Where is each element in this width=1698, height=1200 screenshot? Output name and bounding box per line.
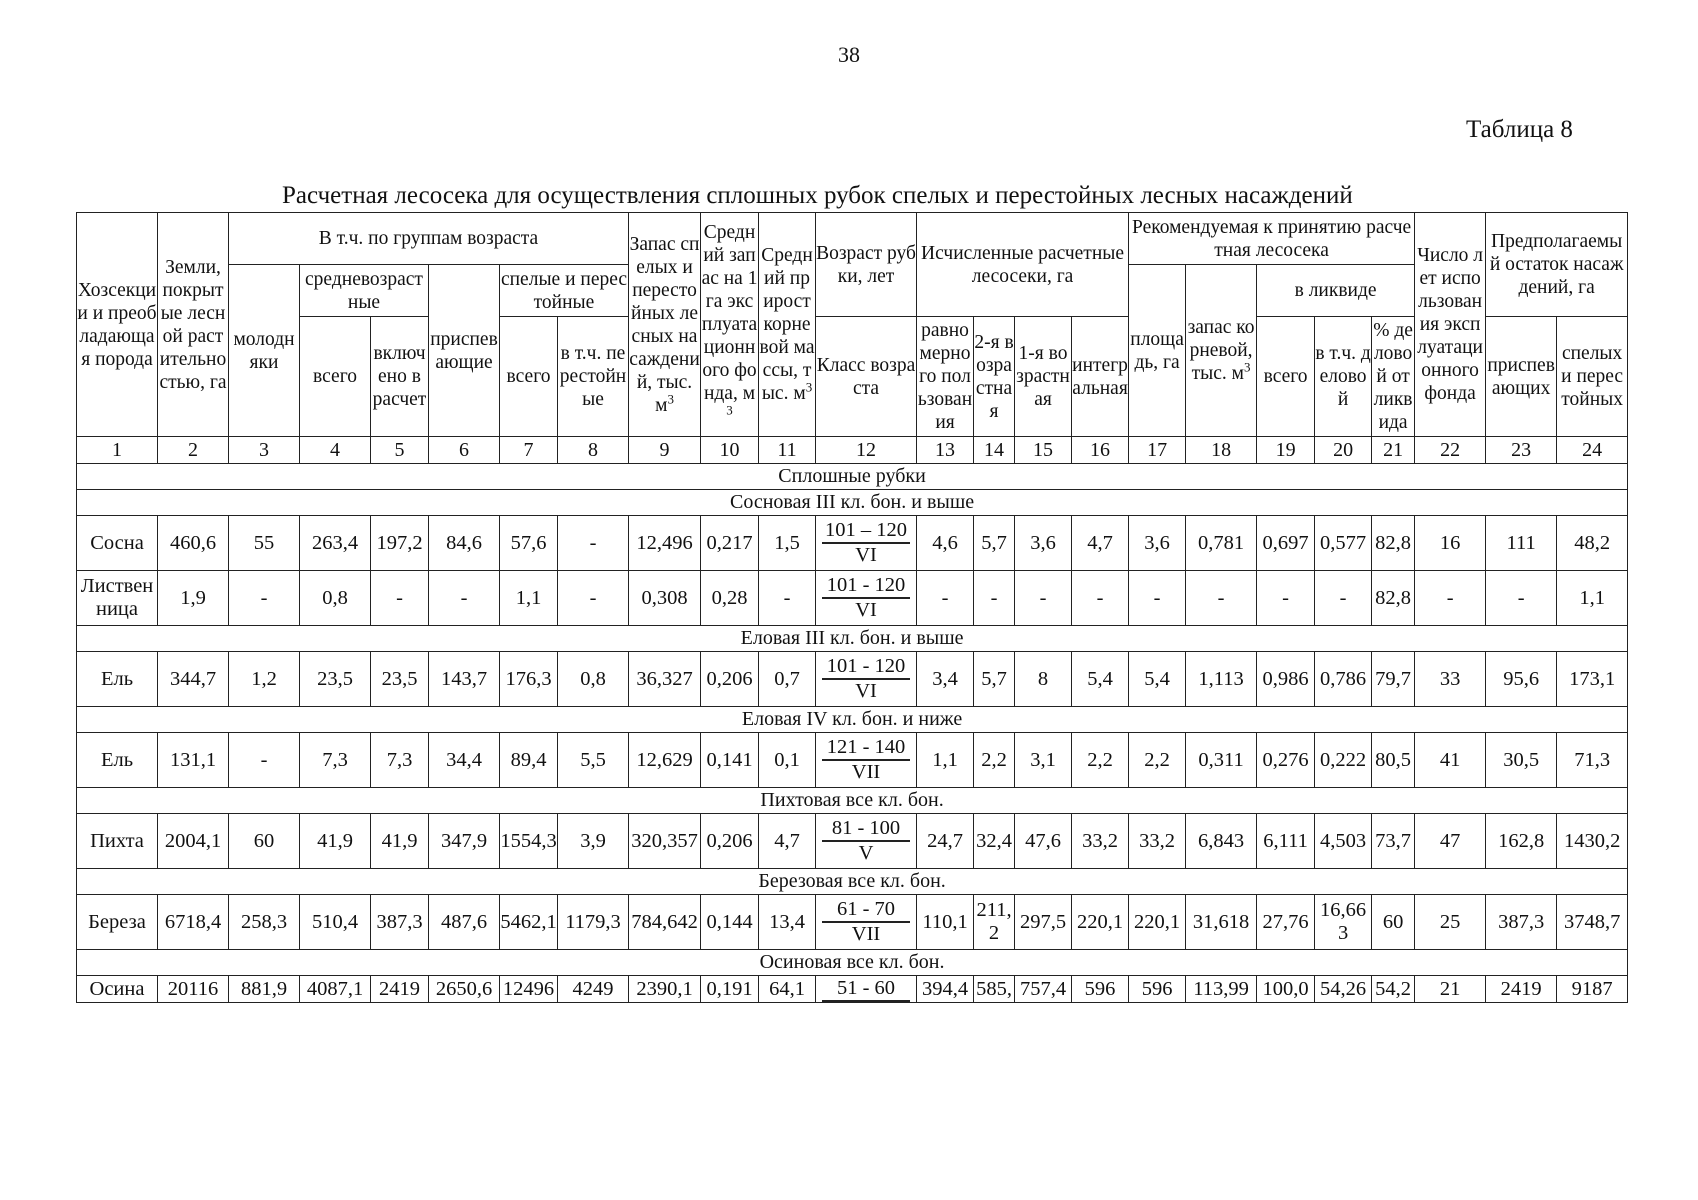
table-cell: - bbox=[371, 571, 429, 626]
table-cell: 0,8 bbox=[300, 571, 371, 626]
table-cell: 596 bbox=[1072, 976, 1129, 1003]
forest-cutting-table bbox=[76, 212, 1628, 1003]
table-cell: 3,6 bbox=[1015, 516, 1072, 571]
column-number: 5 bbox=[371, 437, 429, 464]
table-cell: Береза bbox=[77, 895, 158, 950]
table-cell: 143,7 bbox=[429, 652, 500, 707]
table-cell: 5,7 bbox=[974, 652, 1015, 707]
table-cell: 0,191 bbox=[701, 976, 759, 1003]
table-cell: 1,5 bbox=[759, 516, 816, 571]
table-cell: 0,781 bbox=[1186, 516, 1257, 571]
table-cell: 881,9 bbox=[229, 976, 300, 1003]
column-number: 10 bbox=[701, 437, 759, 464]
column-number: 19 bbox=[1257, 437, 1315, 464]
table-cell: 0,7 bbox=[759, 652, 816, 707]
table-cell: 1,113 bbox=[1186, 652, 1257, 707]
table-cell: 0,697 bbox=[1257, 516, 1315, 571]
table-cell: 57,6 bbox=[500, 516, 558, 571]
table-cell: Ель bbox=[77, 652, 158, 707]
header-remaining-stands: Предполагаемый остаток насаждений, га bbox=[1486, 213, 1628, 317]
table-cell: 460,6 bbox=[158, 516, 229, 571]
section-row bbox=[77, 869, 1628, 895]
table-cell: 4087,1 bbox=[300, 976, 371, 1003]
age-class: VII bbox=[851, 923, 881, 945]
table-cell: 100,0 bbox=[1257, 976, 1315, 1003]
table-cell: 12496 bbox=[500, 976, 558, 1003]
header-avg-growth: Средний прирост корневой массы, тыс. $м^3$ bbox=[759, 213, 816, 437]
header-calculated-cuts: Исчисленные расчетные лесосеки, га bbox=[917, 213, 1129, 317]
table-cell: 3,6 bbox=[1129, 516, 1186, 571]
table-row bbox=[77, 895, 1628, 950]
column-number: 12 bbox=[816, 437, 917, 464]
table-cell: 3748,7 bbox=[1557, 895, 1628, 950]
table-cell: 23,5 bbox=[371, 652, 429, 707]
table-cell: 113,99 bbox=[1186, 976, 1257, 1003]
table-cell: 41,9 bbox=[300, 814, 371, 869]
table-cell: 41 bbox=[1415, 733, 1486, 788]
table-cell: 197,2 bbox=[371, 516, 429, 571]
table-cell: 0,986 bbox=[1257, 652, 1315, 707]
table-cell: 0,786 bbox=[1315, 652, 1372, 707]
section-main-title: Сплошные рубки bbox=[77, 464, 1628, 490]
table-cell: 784,642 bbox=[629, 895, 701, 950]
table-cell: 2419 bbox=[1486, 976, 1557, 1003]
table-cell: 510,4 bbox=[300, 895, 371, 950]
table-cell: 82,8 bbox=[1372, 571, 1415, 626]
table-cell: Осина bbox=[77, 976, 158, 1003]
table-cell: 0,217 bbox=[701, 516, 759, 571]
table-cell: 487,6 bbox=[429, 895, 500, 950]
column-number: 21 bbox=[1372, 437, 1415, 464]
table-cell: 31,618 bbox=[1186, 895, 1257, 950]
table-cell: 211,2 bbox=[974, 895, 1015, 950]
table-cell: 1430,2 bbox=[1557, 814, 1628, 869]
table-cell: 0,311 bbox=[1186, 733, 1257, 788]
table-cell: 297,5 bbox=[1015, 895, 1072, 950]
header-cutting-age: Возраст рубки, лет bbox=[816, 213, 917, 317]
table-cell: 89,4 bbox=[500, 733, 558, 788]
table-cell: 25 bbox=[1415, 895, 1486, 950]
table-cell: 33,2 bbox=[1072, 814, 1129, 869]
table-cell: Сосна bbox=[77, 516, 158, 571]
header-rest-ripe: спелых и перестойных bbox=[1557, 317, 1628, 437]
column-number: 14 bbox=[974, 437, 1015, 464]
section-title: Еловая III кл. бон. и выше bbox=[77, 626, 1628, 652]
age-class: VI bbox=[855, 599, 877, 621]
table-cell: 55 bbox=[229, 516, 300, 571]
table-cell: Лиственница bbox=[77, 571, 158, 626]
table-cell: - bbox=[917, 571, 974, 626]
header-liquid: в ликвиде bbox=[1257, 265, 1415, 317]
table-cell: - bbox=[429, 571, 500, 626]
table-cell: 387,3 bbox=[1486, 895, 1557, 950]
table-cell: 9187 bbox=[1557, 976, 1628, 1003]
table-cell: 73,7 bbox=[1372, 814, 1415, 869]
cutting-age: 101 - 120 bbox=[822, 574, 910, 599]
column-number: 8 bbox=[558, 437, 629, 464]
header-ripe-stock: Запас спелых и перестойных лесных насаждений, тыс. $м^3$ bbox=[629, 213, 701, 437]
table-cell: 220,1 bbox=[1072, 895, 1129, 950]
cutting-age-cell bbox=[816, 652, 917, 707]
section-row bbox=[77, 490, 1628, 516]
table-cell: 387,3 bbox=[371, 895, 429, 950]
table-cell: - bbox=[974, 571, 1015, 626]
table-cell: 82,8 bbox=[1372, 516, 1415, 571]
table-cell: 1554,3 bbox=[500, 814, 558, 869]
table-cell: 5,4 bbox=[1129, 652, 1186, 707]
table-cell: 6,843 bbox=[1186, 814, 1257, 869]
table-cell: - bbox=[1257, 571, 1315, 626]
table-cell: 1179,3 bbox=[558, 895, 629, 950]
table-cell: 1,1 bbox=[1557, 571, 1628, 626]
header-business-percent: % деловой от ликвида bbox=[1372, 317, 1415, 437]
column-number: 6 bbox=[429, 437, 500, 464]
header-ripe-total: всего bbox=[500, 317, 558, 437]
column-number: 23 bbox=[1486, 437, 1557, 464]
table-cell: 6,111 bbox=[1257, 814, 1315, 869]
section-row bbox=[77, 464, 1628, 490]
table-cell: 47,6 bbox=[1015, 814, 1072, 869]
header-age-class: Класс возраста bbox=[816, 317, 917, 437]
table-cell: 2419 bbox=[371, 976, 429, 1003]
table-cell: - bbox=[1186, 571, 1257, 626]
section-title: Осиновая все кл. бон. bbox=[77, 950, 1628, 976]
table-cell: 5,5 bbox=[558, 733, 629, 788]
table-cell: 2,2 bbox=[1072, 733, 1129, 788]
column-number: 2 bbox=[158, 437, 229, 464]
table-cell: 54,26 bbox=[1315, 976, 1372, 1003]
table-cell: 24,7 bbox=[917, 814, 974, 869]
table-cell: 110,1 bbox=[917, 895, 974, 950]
table-cell: 2650,6 bbox=[429, 976, 500, 1003]
table-cell: 0,1 bbox=[759, 733, 816, 788]
cutting-age-cell bbox=[816, 516, 917, 571]
column-number: 17 bbox=[1129, 437, 1186, 464]
table-cell: 4,7 bbox=[1072, 516, 1129, 571]
table-body bbox=[77, 437, 1628, 1003]
table-cell: 0,206 bbox=[701, 814, 759, 869]
header-age-groups: В т.ч. по группам возраста bbox=[229, 213, 629, 265]
column-number: 20 bbox=[1315, 437, 1372, 464]
column-number: 7 bbox=[500, 437, 558, 464]
cutting-age: 51 - 60 bbox=[822, 977, 910, 1002]
table-cell: 32,4 bbox=[974, 814, 1015, 869]
table-cell: 347,9 bbox=[429, 814, 500, 869]
table-cell: 34,4 bbox=[429, 733, 500, 788]
cutting-age: 81 - 100 bbox=[822, 817, 910, 842]
table-cell: 2,2 bbox=[974, 733, 1015, 788]
table-cell: 71,3 bbox=[1557, 733, 1628, 788]
header-zone: Хозсекции и преобладающая порода bbox=[77, 213, 158, 437]
column-number: 15 bbox=[1015, 437, 1072, 464]
header-liquid-total: всего bbox=[1257, 317, 1315, 437]
table-cell: 173,1 bbox=[1557, 652, 1628, 707]
table-cell: 220,1 bbox=[1129, 895, 1186, 950]
table-cell: 394,4 bbox=[917, 976, 974, 1003]
column-number: 13 bbox=[917, 437, 974, 464]
table-cell: 30,5 bbox=[1486, 733, 1557, 788]
table-cell: 0,222 bbox=[1315, 733, 1372, 788]
table-cell: 64,1 bbox=[759, 976, 816, 1003]
table-cell: 7,3 bbox=[300, 733, 371, 788]
header-years-of-use: Число лет использования эксплуатационного фонда bbox=[1415, 213, 1486, 437]
header-recommended-cut: Рекомендуемая к принятию расчетная лесосека bbox=[1129, 213, 1415, 265]
column-number: 22 bbox=[1415, 437, 1486, 464]
table-cell: 0,141 bbox=[701, 733, 759, 788]
cutting-age: 101 - 120 bbox=[822, 655, 910, 680]
table-cell: 41,9 bbox=[371, 814, 429, 869]
table-cell: 48,2 bbox=[1557, 516, 1628, 571]
column-number: 24 bbox=[1557, 437, 1628, 464]
table-cell: 131,1 bbox=[158, 733, 229, 788]
header-ripe: спелые и перестойные bbox=[500, 265, 629, 317]
table-cell: - bbox=[1415, 571, 1486, 626]
table-cell: Ель bbox=[77, 733, 158, 788]
table-cell: 84,6 bbox=[429, 516, 500, 571]
table-cell: - bbox=[229, 733, 300, 788]
table-row bbox=[77, 814, 1628, 869]
header-premature: приспевающие bbox=[429, 265, 500, 437]
table-cell: 0,8 bbox=[558, 652, 629, 707]
header-young: молодняки bbox=[229, 265, 300, 437]
table-header bbox=[77, 213, 1628, 437]
table-cell: 95,6 bbox=[1486, 652, 1557, 707]
column-number: 3 bbox=[229, 437, 300, 464]
table-cell: 20116 bbox=[158, 976, 229, 1003]
cutting-age-cell bbox=[816, 895, 917, 950]
table-cell: - bbox=[558, 571, 629, 626]
header-integral: интегральная bbox=[1072, 317, 1129, 437]
table-cell: 16,663 bbox=[1315, 895, 1372, 950]
table-cell: 4249 bbox=[558, 976, 629, 1003]
table-cell: 1,1 bbox=[500, 571, 558, 626]
table-title: Расчетная лесосека для осуществления сплошных рубок спелых и перестойных лесных насаждений bbox=[282, 182, 1353, 209]
section-row bbox=[77, 707, 1628, 733]
table-cell: 60 bbox=[1372, 895, 1415, 950]
table-cell: - bbox=[1486, 571, 1557, 626]
table-cell: 596 bbox=[1129, 976, 1186, 1003]
column-number: 11 bbox=[759, 437, 816, 464]
age-class: V bbox=[858, 842, 874, 864]
table-cell: - bbox=[1129, 571, 1186, 626]
table-cell: 5,7 bbox=[974, 516, 1015, 571]
table-cell: 585, bbox=[974, 976, 1015, 1003]
table-cell: 2004,1 bbox=[158, 814, 229, 869]
age-class: VI bbox=[855, 680, 877, 702]
header-area: площадь, га bbox=[1129, 265, 1186, 437]
column-numbers-row bbox=[77, 437, 1628, 464]
table-cell: 162,8 bbox=[1486, 814, 1557, 869]
age-class: VII bbox=[851, 761, 881, 783]
cutting-age: 121 - 140 bbox=[822, 736, 910, 761]
header-second-age: 2-я возрастная bbox=[974, 317, 1015, 437]
table-cell: 4,503 bbox=[1315, 814, 1372, 869]
table-cell: 4,6 bbox=[917, 516, 974, 571]
table-cell: - bbox=[1015, 571, 1072, 626]
table-cell: 8 bbox=[1015, 652, 1072, 707]
age-class: VI bbox=[855, 544, 877, 566]
table-cell: 4,7 bbox=[759, 814, 816, 869]
table-cell: 23,5 bbox=[300, 652, 371, 707]
table-row bbox=[77, 976, 1628, 1003]
table-cell: 6718,4 bbox=[158, 895, 229, 950]
column-number: 4 bbox=[300, 437, 371, 464]
header-root-stock: запас корневой, тыс. $м^3$ bbox=[1186, 265, 1257, 437]
table-cell: 12,496 bbox=[629, 516, 701, 571]
table-cell: 12,629 bbox=[629, 733, 701, 788]
table-cell: 0,28 bbox=[701, 571, 759, 626]
column-number: 16 bbox=[1072, 437, 1129, 464]
page-number: 38 bbox=[838, 42, 860, 67]
table-cell: - bbox=[558, 516, 629, 571]
table-cell: 21 bbox=[1415, 976, 1486, 1003]
table-cell: 36,327 bbox=[629, 652, 701, 707]
table-cell: 0,577 bbox=[1315, 516, 1372, 571]
section-title: Пихтовая все кл. бон. bbox=[77, 788, 1628, 814]
table-label: Таблица 8 bbox=[1466, 116, 1573, 143]
section-title: Березовая все кл. бон. bbox=[77, 869, 1628, 895]
table-cell: 3,4 bbox=[917, 652, 974, 707]
table-cell: 320,357 bbox=[629, 814, 701, 869]
header-avg-stock: Средний запас на 1 га эксплуатационного фонда, $м^3$ bbox=[701, 213, 759, 437]
table-cell: 0,144 bbox=[701, 895, 759, 950]
table-cell: 176,3 bbox=[500, 652, 558, 707]
section-row bbox=[77, 626, 1628, 652]
table-cell: 3,1 bbox=[1015, 733, 1072, 788]
table-cell: 1,9 bbox=[158, 571, 229, 626]
header-first-age: 1-я возрастная bbox=[1015, 317, 1072, 437]
table-cell: 47 bbox=[1415, 814, 1486, 869]
table-cell: 2390,1 bbox=[629, 976, 701, 1003]
table-cell: 54,2 bbox=[1372, 976, 1415, 1003]
table-cell: - bbox=[1072, 571, 1129, 626]
table-row bbox=[77, 516, 1628, 571]
table-cell: 13,4 bbox=[759, 895, 816, 950]
header-mid-total: всего bbox=[300, 317, 371, 437]
section-title: Сосновая III кл. бон. и выше bbox=[77, 490, 1628, 516]
section-title: Еловая IV кл. бон. и ниже bbox=[77, 707, 1628, 733]
table-cell: 757,4 bbox=[1015, 976, 1072, 1003]
table-cell: 0,206 bbox=[701, 652, 759, 707]
header-overmature: в т.ч. перестойные bbox=[558, 317, 629, 437]
table-cell: 5462,1 bbox=[500, 895, 558, 950]
table-cell: 27,76 bbox=[1257, 895, 1315, 950]
table-cell: - bbox=[759, 571, 816, 626]
table-cell: 344,7 bbox=[158, 652, 229, 707]
header-mid-included: включено в расчет bbox=[371, 317, 429, 437]
header-forested-land: Земли, покрытые лесной растительностью, га bbox=[158, 213, 229, 437]
table-cell: 79,7 bbox=[1372, 652, 1415, 707]
table-cell: 0,276 bbox=[1257, 733, 1315, 788]
table-cell: 33,2 bbox=[1129, 814, 1186, 869]
table-cell: 263,4 bbox=[300, 516, 371, 571]
column-number: 1 bbox=[77, 437, 158, 464]
table-row bbox=[77, 733, 1628, 788]
table-cell: - bbox=[1315, 571, 1372, 626]
table-cell: 111 bbox=[1486, 516, 1557, 571]
header-uniform-use: равномерного пользования bbox=[917, 317, 974, 437]
cutting-age-cell bbox=[816, 571, 917, 626]
column-number: 18 bbox=[1186, 437, 1257, 464]
section-row bbox=[77, 788, 1628, 814]
header-business: в т.ч. деловой bbox=[1315, 317, 1372, 437]
table-cell: 33 bbox=[1415, 652, 1486, 707]
table-cell: 1,1 bbox=[917, 733, 974, 788]
cutting-age-cell bbox=[816, 733, 917, 788]
cutting-age: 61 - 70 bbox=[822, 898, 910, 923]
table-cell: 60 bbox=[229, 814, 300, 869]
table-cell: - bbox=[229, 571, 300, 626]
table-cell: Пихта bbox=[77, 814, 158, 869]
table-cell: 1,2 bbox=[229, 652, 300, 707]
table-cell: 0,308 bbox=[629, 571, 701, 626]
header-rest-premature: приспевающих bbox=[1486, 317, 1557, 437]
table-cell: 16 bbox=[1415, 516, 1486, 571]
cutting-age-cell bbox=[816, 976, 917, 1003]
header-middle-aged: средневозрастные bbox=[300, 265, 429, 317]
table-cell: 80,5 bbox=[1372, 733, 1415, 788]
table-cell: 2,2 bbox=[1129, 733, 1186, 788]
table-cell: 258,3 bbox=[229, 895, 300, 950]
section-row bbox=[77, 950, 1628, 976]
table-cell: 3,9 bbox=[558, 814, 629, 869]
cutting-age-cell bbox=[816, 814, 917, 869]
table-row bbox=[77, 571, 1628, 626]
column-number: 9 bbox=[629, 437, 701, 464]
table-cell: 7,3 bbox=[371, 733, 429, 788]
table-cell: 5,4 bbox=[1072, 652, 1129, 707]
table-row bbox=[77, 652, 1628, 707]
cutting-age: 101 – 120 bbox=[822, 519, 910, 544]
